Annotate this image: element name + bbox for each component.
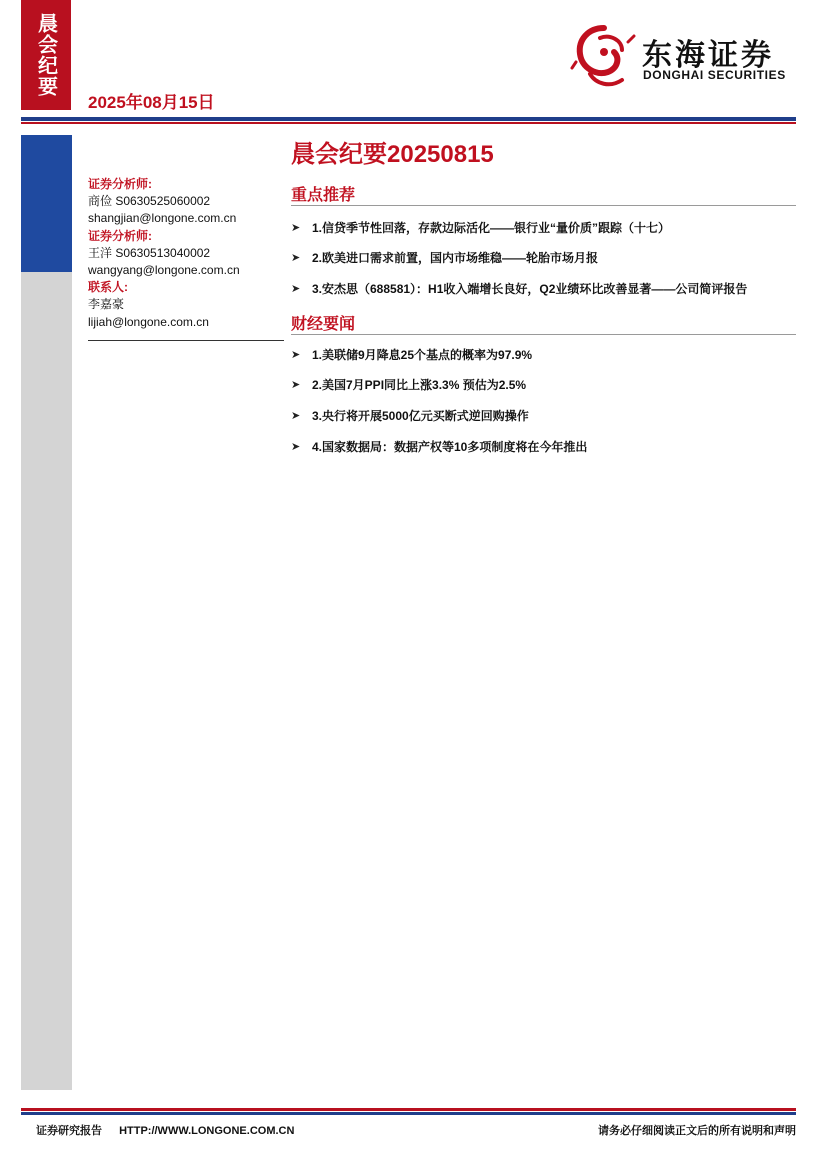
footer-rule-red — [21, 1108, 796, 1111]
list-item[interactable] — [291, 280, 796, 297]
analyst-divider — [88, 340, 284, 341]
footer-disclaimer: 请务必仔细阅读正文后的所有说明和声明 — [598, 1125, 796, 1137]
analyst-block — [88, 176, 288, 331]
arrow-bullet-icon: ➤ — [291, 410, 301, 422]
logo-text-cn: 东海证券 — [642, 39, 774, 72]
header-rule-blue — [21, 117, 796, 121]
section-heading-news: 财经要闻 — [291, 316, 356, 333]
company-logo — [570, 22, 800, 92]
list-item-text: 4.国家数据局：数据产权等10多项制度将在今年推出 — [312, 440, 588, 454]
analyst-name: 王洋 S0630513040002 — [88, 245, 211, 260]
arrow-bullet-icon: ➤ — [291, 283, 301, 295]
arrow-bullet-icon: ➤ — [291, 252, 301, 264]
dragon-logo-icon — [570, 22, 638, 92]
arrow-bullet-icon: ➤ — [291, 379, 301, 391]
footer-label: 证券研究报告 — [36, 1125, 102, 1137]
contact-role: 联系人: — [88, 280, 128, 295]
list-item[interactable] — [291, 219, 796, 236]
list-item[interactable] — [291, 438, 796, 455]
contact-entry — [88, 279, 288, 331]
analyst-email[interactable]: shangjian@longone.com.cn — [88, 211, 237, 226]
analyst-entry — [88, 228, 288, 280]
section-divider — [291, 205, 796, 206]
contact-email[interactable]: lijiah@longone.com.cn — [88, 314, 209, 329]
list-item[interactable] — [291, 249, 796, 266]
analyst-entry — [88, 176, 288, 228]
arrow-bullet-icon: ➤ — [291, 222, 301, 234]
analyst-email[interactable]: wangyang@longone.com.cn — [88, 263, 240, 278]
analyst-role: 证券分析师: — [88, 228, 152, 243]
logo-text-en: DONGHAI SECURITIES — [643, 68, 786, 82]
report-type-tab — [21, 0, 71, 110]
footer-rule-blue — [21, 1112, 796, 1115]
list-item[interactable] — [291, 407, 796, 424]
side-bar-gray — [21, 272, 72, 1090]
report-type-label: 晨会纪要 — [34, 13, 57, 97]
footer-left — [36, 1122, 294, 1138]
arrow-bullet-icon: ➤ — [291, 349, 301, 361]
footer-url-link[interactable]: HTTP://WWW.LONGONE.COM.CN — [119, 1125, 295, 1137]
list-item-text: 3.安杰思（688581）：H1收入端增长良好，Q2业绩环比改善显著——公司简评报告 — [312, 282, 748, 296]
header-rule-red — [21, 122, 796, 124]
list-item-text: 1.美联储9月降息25个基点的概率为97.9% — [312, 348, 533, 362]
section-heading-recommend: 重点推荐 — [291, 187, 356, 204]
list-item-text: 2.欧美进口需求前置，国内市场维稳——轮胎市场月报 — [312, 251, 599, 265]
side-bar-blue — [21, 135, 72, 272]
section-divider — [291, 334, 796, 335]
list-item-text: 1.信贷季节性回落，存款边际活化——银行业“量价质”跟踪（十七） — [312, 221, 671, 235]
list-item[interactable] — [291, 346, 796, 363]
page-title: 晨会纪要20250815 — [291, 141, 494, 168]
list-item[interactable] — [291, 376, 796, 393]
list-item-text: 3.央行将开展5000亿元买断式逆回购操作 — [312, 409, 529, 423]
list-item-text: 2.美国7月PPI同比上涨3.3% 预估为2.5% — [312, 378, 527, 392]
arrow-bullet-icon: ➤ — [291, 441, 301, 453]
analyst-name: 商俭 S0630525060002 — [88, 194, 211, 209]
analyst-role: 证券分析师: — [88, 177, 152, 191]
contact-name: 李嘉豪 — [88, 297, 125, 312]
report-date: 2025年08月15日 — [88, 93, 215, 112]
